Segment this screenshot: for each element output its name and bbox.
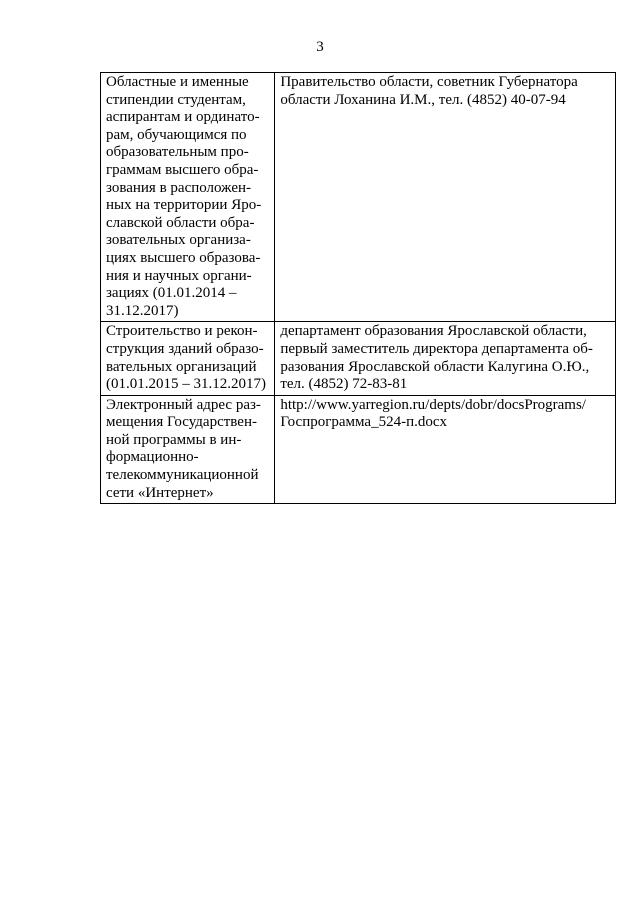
program-info-table xyxy=(100,72,616,504)
row-label-scholarships: Областные и именные стипендии студентам, аспирантам и ординато- рам, обучающимся по образовательным про- граммам высшего обра- зования в расположен- ных на территории Яро- славской области обра- зовательных организа- циях высшего образова- ния и научных органи- зациях (01.01.2014 – 31.12.2017) xyxy=(101,73,275,322)
table-row xyxy=(101,322,616,395)
table-row xyxy=(101,73,616,322)
row-label-web-address: Электронный адрес раз- мещения Государствен- ной программы в ин- формационно- телекоммуникационной сети «Интернет» xyxy=(101,395,275,504)
row-label-construction: Строительство и рекон- струкция зданий образо- вательных организаций (01.01.2015 – 31.12.2017) xyxy=(101,322,275,395)
row-value-web-address: http://www.yarregion.ru/depts/dobr/docsPrograms/ Госпрограмма_524-п.docx xyxy=(275,395,616,504)
row-value-scholarships: Правительство области, советник Губернатора области Лоханина И.М., тел. (4852) 40-07-94 xyxy=(275,73,616,322)
page-number: 3 xyxy=(316,39,324,55)
row-value-construction: департамент образования Ярославской области, первый заместитель директора департамента об- разования Ярославской области Калугина О.Ю., тел. (4852) 72-83-81 xyxy=(275,322,616,395)
table-row xyxy=(101,395,616,504)
